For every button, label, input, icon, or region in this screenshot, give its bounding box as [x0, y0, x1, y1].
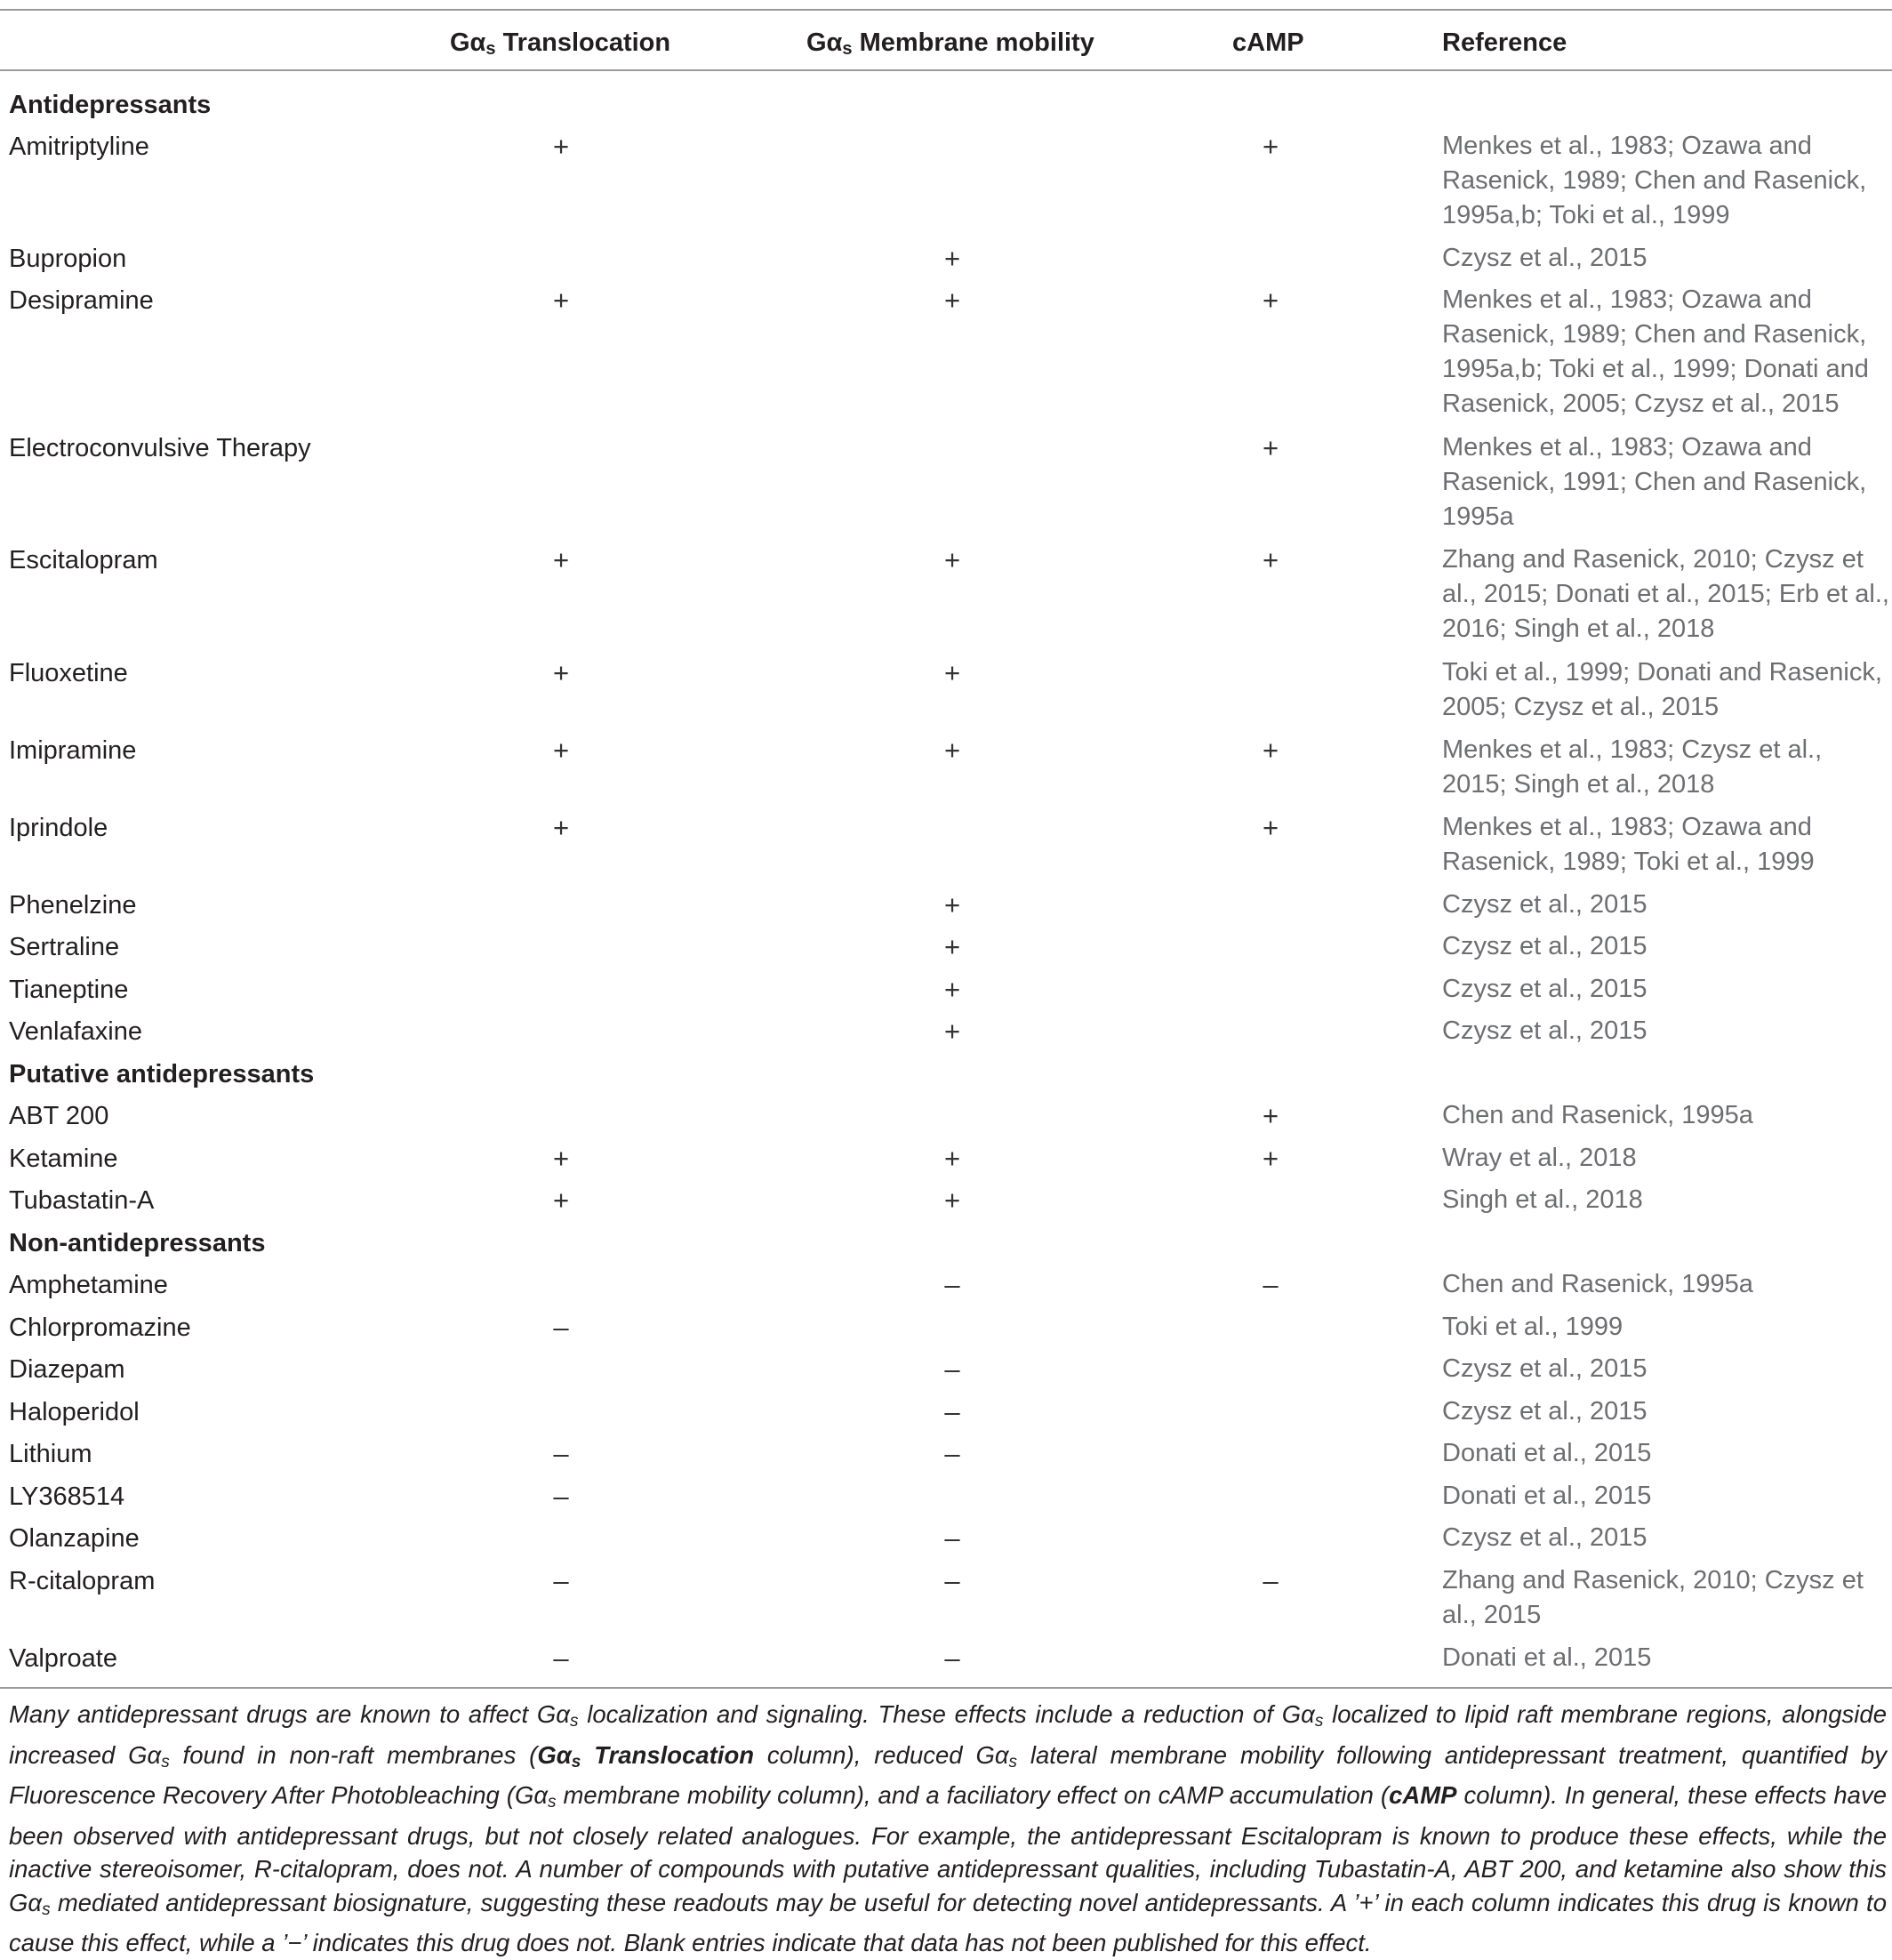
- mobility-mark: +: [943, 735, 961, 766]
- mobility-mark: +: [943, 544, 961, 575]
- mobility-mark: –: [944, 1565, 960, 1596]
- caption-run: found in non-raft membranes (: [169, 1740, 538, 1769]
- reference-cell: Wray et al., 2018: [1442, 1144, 1637, 1172]
- translocation-mark: +: [552, 1143, 570, 1174]
- translocation-mark: –: [553, 1438, 569, 1469]
- drug-name: R-citalopram: [9, 1567, 156, 1595]
- translocation-mark: –: [553, 1481, 569, 1512]
- mobility-mark: +: [943, 657, 961, 688]
- reference-cell: Czysz et al., 2015: [1442, 1016, 1647, 1045]
- mobility-mark: –: [944, 1396, 960, 1427]
- mobility-mark: +: [943, 1143, 961, 1174]
- section-label: Non-antidepressants: [9, 1229, 266, 1257]
- mobility-mark: –: [944, 1438, 960, 1469]
- caption-run: localized to lipid raft membrane regions, alongside increased Gα: [9, 1700, 1888, 1769]
- camp-mark: –: [1263, 1269, 1279, 1300]
- caption-run: s: [42, 1900, 51, 1919]
- reference-cell: Czysz et al., 2015: [1442, 1354, 1647, 1383]
- header-reference: Reference: [1442, 28, 1567, 57]
- reference-cell: Menkes et al., 1983; Ozawa and Rasenick, 1989; Chen and Rasenick, 1995a,b; Toki et al., 1999; Donati and Rasenick, 2005; Czysz et al., 2015: [1442, 285, 1869, 418]
- reference-cell: Czysz et al., 2015: [1442, 890, 1647, 919]
- reference-cell: Singh et al., 2018: [1442, 1185, 1643, 1214]
- mobility-mark: +: [943, 889, 961, 920]
- table-bottom-rule: [0, 1687, 1892, 1689]
- translocation-mark: –: [553, 1643, 569, 1674]
- caption-run: s: [570, 1712, 579, 1731]
- translocation-mark: +: [552, 131, 570, 162]
- translocation-mark: +: [552, 735, 570, 766]
- drug-name: Amphetamine: [9, 1271, 168, 1299]
- camp-mark: +: [1262, 1143, 1279, 1174]
- translocation-mark: –: [553, 1565, 569, 1596]
- drug-name: Haloperidol: [9, 1398, 140, 1426]
- reference-cell: Toki et al., 1999: [1442, 1313, 1623, 1341]
- mobility-mark: +: [943, 285, 961, 316]
- reference-cell: Czysz et al., 2015: [1442, 932, 1647, 960]
- reference-cell: Zhang and Rasenick, 2010; Czysz et al., 2015: [1442, 1566, 1864, 1629]
- drug-name: Tubastatin-A: [9, 1186, 155, 1215]
- drug-name: LY368514: [9, 1482, 125, 1511]
- mobility-mark: +: [943, 1016, 961, 1047]
- drug-name: Electroconvulsive Therapy: [9, 434, 311, 462]
- camp-mark: +: [1262, 812, 1279, 843]
- drug-name: Chlorpromazine: [9, 1313, 191, 1342]
- drug-name: Imipramine: [9, 736, 137, 765]
- mobility-mark: +: [943, 974, 961, 1005]
- reference-cell: Czysz et al., 2015: [1442, 975, 1647, 1003]
- drug-name: Amitriptyline: [9, 133, 149, 161]
- reference-cell: Czysz et al., 2015: [1442, 1523, 1647, 1552]
- caption-run: lateral membrane mobility following antidepressant treatment, quantified by Fluorescence Recovery After Photobleaching (Gα: [9, 1740, 1887, 1809]
- drug-name: Ketamine: [9, 1145, 118, 1173]
- translocation-mark: –: [553, 1312, 569, 1343]
- drug-name: Sertraline: [9, 933, 120, 961]
- drug-name: Phenelzine: [9, 891, 137, 920]
- mobility-mark: –: [944, 1522, 960, 1554]
- mobility-mark: +: [943, 1185, 961, 1216]
- drug-name: Desipramine: [9, 286, 154, 315]
- drug-name: Lithium: [9, 1440, 92, 1468]
- reference-cell: Donati et al., 2015: [1442, 1439, 1652, 1467]
- camp-mark: +: [1262, 735, 1279, 766]
- drug-name: Diazepam: [9, 1355, 125, 1384]
- translocation-mark: +: [552, 812, 570, 843]
- drug-name: Fluoxetine: [9, 659, 128, 687]
- drug-name: Tianeptine: [9, 976, 129, 1004]
- reference-cell: Chen and Rasenick, 1995a: [1442, 1101, 1753, 1129]
- caption-run: s: [1314, 1712, 1324, 1731]
- reference-cell: Toki et al., 1999; Donati and Rasenick, 2005; Czysz et al., 2015: [1442, 658, 1882, 721]
- reference-cell: Menkes et al., 1983; Ozawa and Rasenick, 1989; Toki et al., 1999: [1442, 813, 1815, 876]
- header-membrane-mobility: $G\alpha_s$ Membrane mobility: [806, 28, 1094, 59]
- caption-run: cAMP: [1389, 1781, 1457, 1809]
- reference-cell: Menkes et al., 1983; Czysz et al., 2015; Singh et al., 2018: [1442, 735, 1823, 799]
- mobility-mark: +: [943, 243, 961, 274]
- translocation-mark: +: [552, 544, 570, 575]
- mobility-mark: +: [943, 931, 961, 962]
- drug-name: Valproate: [9, 1644, 117, 1673]
- caption-run: membrane mobility column), and a faciliatory effect on cAMP accumulation (: [556, 1781, 1390, 1809]
- camp-mark: +: [1262, 1100, 1279, 1131]
- table-caption: [9, 1698, 1887, 1960]
- mobility-mark: –: [944, 1354, 960, 1385]
- drug-name: Bupropion: [9, 245, 127, 273]
- header-rule: [0, 69, 1892, 71]
- reference-cell: Czysz et al., 2015: [1442, 1397, 1647, 1426]
- table-top-rule: [0, 9, 1892, 11]
- drug-name: Escitalopram: [9, 546, 158, 574]
- reference-cell: Donati et al., 2015: [1442, 1643, 1652, 1672]
- caption-run: Translocation: [581, 1740, 755, 1769]
- caption-run: Many antidepressant drugs are known to affect Gα: [9, 1700, 570, 1728]
- caption-run: column), reduced Gα: [754, 1740, 1009, 1769]
- mobility-mark: –: [944, 1269, 960, 1300]
- mobility-mark: –: [944, 1643, 960, 1674]
- drug-name: Venlafaxine: [9, 1017, 142, 1046]
- section-label: Putative antidepressants: [9, 1060, 315, 1088]
- camp-mark: +: [1262, 432, 1279, 463]
- reference-cell: Czysz et al., 2015: [1442, 244, 1647, 272]
- camp-mark: +: [1262, 131, 1279, 162]
- caption-run: column). In general, these effects have been observed with antidepressant drugs, but not closely related analogues. For example, the antidepressant Escitalopram is known to produce these effects, while the inactive stereoisomer, R-citalopram, does not. A number of compounds with putative antidepressant qualities, including Tubastatin-A, ABT 200, and ketamine also show this Gα: [9, 1781, 1887, 1916]
- translocation-mark: +: [552, 285, 570, 316]
- drug-name: Iprindole: [9, 814, 108, 842]
- caption-run: mediated antidepressant biosignature, suggesting these readouts may be useful for detecting novel antidepressants. A ’+’ in each column indicates this drug is known to cause this effect, while a ’−’ indicates this drug does not. Blank entries indicate that data has not been published for this effect.: [9, 1888, 1887, 1956]
- translocation-mark: +: [552, 657, 570, 688]
- reference-cell: Menkes et al., 1983; Ozawa and Rasenick, 1991; Chen and Rasenick, 1995a: [1442, 433, 1867, 531]
- header-camp: cAMP: [1232, 28, 1304, 57]
- drug-name: Olanzapine: [9, 1524, 140, 1553]
- caption-run: s: [1008, 1752, 1018, 1771]
- reference-cell: Zhang and Rasenick, 2010; Czysz et al., 2015; Donati et al., 2015; Erb et al., 2016; Singh et al., 2018: [1442, 545, 1889, 643]
- caption-run: s: [161, 1752, 170, 1771]
- camp-mark: +: [1262, 544, 1279, 575]
- reference-cell: Chen and Rasenick, 1995a: [1442, 1270, 1753, 1298]
- caption-run: s: [548, 1793, 557, 1811]
- camp-mark: +: [1262, 285, 1279, 316]
- caption-run: localization and signaling. These effects include a reduction of Gα: [578, 1700, 1315, 1728]
- translocation-mark: +: [552, 1185, 570, 1216]
- section-label: Antidepressants: [9, 91, 212, 119]
- drug-name: ABT 200: [9, 1102, 109, 1130]
- header-translocation: $G\alpha_s$ Translocation: [450, 28, 671, 59]
- reference-cell: Donati et al., 2015: [1442, 1482, 1652, 1510]
- reference-cell: Menkes et al., 1983; Ozawa and Rasenick, 1989; Chen and Rasenick, 1995a,b; Toki et al., 1999: [1442, 132, 1867, 229]
- caption-run: Gα: [537, 1740, 572, 1769]
- caption-run: s: [571, 1752, 581, 1771]
- camp-mark: –: [1263, 1565, 1279, 1596]
